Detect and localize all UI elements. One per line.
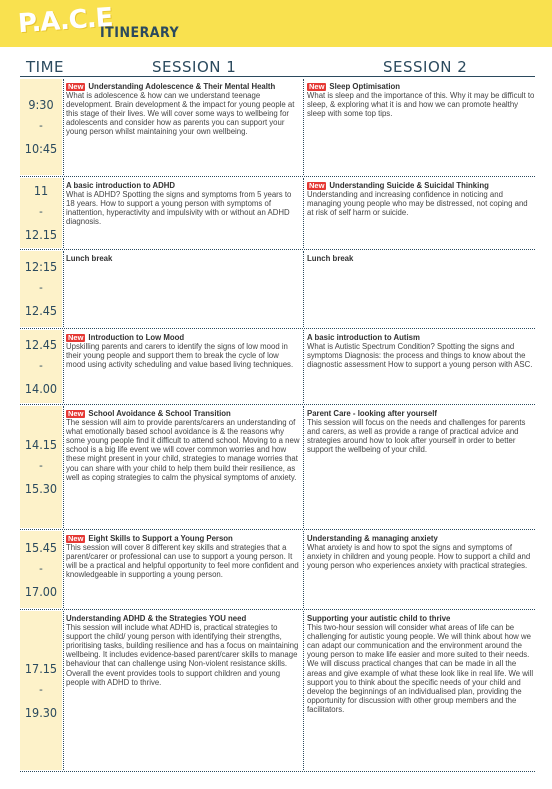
session-title-text: Introduction to Low Mood xyxy=(88,333,185,342)
start-time: 9:30 xyxy=(28,97,54,112)
time-separator: - xyxy=(39,282,43,294)
column-divider xyxy=(63,79,64,175)
column-divider xyxy=(303,79,304,175)
session-1-cell xyxy=(66,614,300,687)
header-rule xyxy=(20,76,535,77)
session-title-text: A basic introduction to ADHD xyxy=(66,181,176,190)
new-badge: New xyxy=(309,82,325,91)
row-divider xyxy=(20,176,535,177)
row-divider xyxy=(20,404,535,405)
column-divider xyxy=(303,406,304,528)
column-divider xyxy=(63,406,64,528)
time-separator: - xyxy=(39,562,43,575)
session-description: Understanding and increasing confidence in noticing and managing young people who may be distressed, not coping and at risk of self harm or suicide. xyxy=(307,190,528,218)
session-title xyxy=(307,181,535,190)
start-time: 12:15 xyxy=(24,259,58,274)
session-title-text: Understanding ADHD & the Strategies YOU need xyxy=(66,614,247,623)
session-description: The session will aim to provide parents/carers an understanding of what emotionally based school avoidance is & the reasons why some young people find it difficult to attend school. Moving to a new school is a big life event we will cover common worries and how these might present in your child, strategies to manage worries that you can share with your child to help them build their resilience, as well as coping strategies to calm the physical symptoms of anxiety. xyxy=(66,418,300,482)
session-description: Upskilling parents and carers to identify the signs of low mood in their young people and support them to break the cycle of low mood using activity scheduling and value based living techniques. xyxy=(66,342,294,370)
session-1-cell xyxy=(66,181,300,226)
column-divider xyxy=(63,330,64,403)
session-1-cell xyxy=(66,82,300,137)
session-1-cell xyxy=(66,254,300,263)
header-banner xyxy=(0,0,552,47)
session-title-text: Understanding Suicide & Suicidal Thinking xyxy=(329,181,489,190)
session-title-text: A basic introduction to Autism xyxy=(307,333,420,342)
end-time: 10:45 xyxy=(24,141,58,156)
session-title xyxy=(66,82,300,91)
session-title xyxy=(66,409,300,418)
session-title-text: Eight Skills to Support a Young Person xyxy=(88,534,233,543)
new-badge: New xyxy=(309,181,325,190)
end-time: 15.30 xyxy=(24,481,58,496)
session-title xyxy=(66,254,300,263)
session-description: What anxiety is and how to spot the signs and symptoms of anxiety in children and young people. How to support a child and young person who experiences anxiety with practical strategies. xyxy=(307,543,531,571)
start-time: 17.15 xyxy=(24,660,58,676)
session-title-text: Sleep Optimisation xyxy=(329,82,401,91)
row-divider xyxy=(20,771,535,772)
page-title: ITINERARY xyxy=(100,25,180,41)
session-title xyxy=(307,82,535,91)
end-time: 19.30 xyxy=(24,704,58,720)
session-2-cell xyxy=(307,82,535,118)
new-badge: New xyxy=(68,534,84,543)
session-2-cell xyxy=(307,333,535,369)
session-title-text: School Avoidance & School Transition xyxy=(88,409,231,418)
time-separator: - xyxy=(39,206,43,218)
row-divider xyxy=(20,529,535,530)
column-divider xyxy=(63,251,64,327)
column-divider xyxy=(63,611,64,770)
session-title xyxy=(307,614,535,623)
session-description: This session will include what ADHD is, practical strategies to support the child/ young person with identifying their strengths, prioritising tasks, building resilience and has a focus on maintaining wellbeing. It includes evidence-based parent/carer skills to manage behaviour that can challenge using Non-violent resistance skills. Overall the event provides tools to support children and young people with ADHD to thrive. xyxy=(66,623,299,687)
session-title-text: Understanding Adolescence & Their Mental Health xyxy=(88,82,276,91)
session-2-cell xyxy=(307,254,535,263)
session-title-text: Supporting your autistic child to thrive xyxy=(307,614,451,623)
end-time: 14.00 xyxy=(24,380,58,396)
end-time: 12.45 xyxy=(24,303,58,318)
time-separator: - xyxy=(39,359,43,372)
new-badge: New xyxy=(68,82,84,91)
session-title xyxy=(307,534,535,543)
column-divider xyxy=(63,531,64,608)
session-description: This two-hour session will consider what areas of life can be challenging for autistic young people. We will think about how we can adapt our communication and the environment around the young person to make life easier and more suited to their needs. We will discuss practical changes that can be made in all the areas and give example of what these look like in real life. We will support you to think about the specific needs of your child and develop the beginnings of an individualised plan, providing the opportunity for discussion with other group members and the facilitators. xyxy=(307,623,534,714)
session-1-cell xyxy=(66,534,300,579)
row-divider xyxy=(20,249,535,250)
session-description: This session will focus on the needs and challenges for parents and carers, as well as provide a range of practical advice and strategies around how to look after yourself in order to better support the wellbeing of your child. xyxy=(307,418,526,455)
pace-logo: P.A.C.E xyxy=(17,2,114,40)
session-1-cell xyxy=(66,409,300,482)
start-time: 12.45 xyxy=(24,336,58,352)
time-separator: - xyxy=(39,460,43,472)
column-header-session-1: SESSION 1 xyxy=(152,58,237,76)
start-time: 11 xyxy=(33,183,49,198)
column-divider xyxy=(303,330,304,403)
session-2-cell xyxy=(307,534,535,570)
session-description: What is Autistic Spectrum Condition? Spotting the signs and symptoms Diagnosis: the process and things to know about the diagnostic assessment How to support a young person with ASC. xyxy=(307,342,533,370)
session-title xyxy=(66,181,300,190)
column-header-time: TIME xyxy=(26,58,65,76)
new-badge: New xyxy=(68,409,84,418)
session-title-text: Parent Care - looking after yourself xyxy=(307,409,437,418)
session-title-text: Understanding & managing anxiety xyxy=(307,534,438,543)
session-title xyxy=(307,254,535,263)
column-divider xyxy=(303,611,304,770)
session-description: What is adolescence & how can we understand teenage development. Brain development & the impact for young people at this stage of their lives. We will cover some ways to wellbeing for adolescents and consider how as parents you can support your young person whilst maintaining your own wellbeing. xyxy=(66,91,295,137)
session-title xyxy=(307,409,535,418)
end-time: 12.15 xyxy=(24,227,58,242)
column-header-session-2: SESSION 2 xyxy=(383,58,468,76)
session-description: What is sleep and the importance of this. Why it may be difficult to sleep, & exploring what it is and how we can promote healthy sleep with some top tips. xyxy=(307,91,535,119)
session-description: What is ADHD? Spotting the signs and symptoms from 5 years to 18 years. How to support a young person with symptoms of inattention, hyperactivity and impulsivity with or without an ADHD diagnosis. xyxy=(66,190,292,227)
column-divider xyxy=(63,178,64,248)
column-divider xyxy=(303,531,304,608)
session-title-text: Lunch break xyxy=(307,254,354,263)
session-2-cell xyxy=(307,614,535,714)
session-title xyxy=(66,614,300,623)
time-separator: - xyxy=(39,683,43,696)
end-time: 17.00 xyxy=(24,583,58,599)
start-time: 15.45 xyxy=(24,539,58,555)
session-2-cell xyxy=(307,409,535,454)
column-divider xyxy=(303,178,304,248)
start-time: 14.15 xyxy=(24,437,58,452)
session-title xyxy=(307,333,535,342)
session-description: This session will cover 8 different key skills and strategies that a parent/carer or professional can use to support a young person. It will be a practical and helpful opportunity to feel more confident and knowledgeable in supporting a young person. xyxy=(66,543,299,580)
session-2-cell xyxy=(307,181,535,217)
session-title-text: Lunch break xyxy=(66,254,113,263)
column-divider xyxy=(303,251,304,327)
row-divider xyxy=(20,609,535,610)
session-1-cell xyxy=(66,333,300,369)
session-title xyxy=(66,333,300,342)
row-divider xyxy=(20,328,535,329)
session-title xyxy=(66,534,300,543)
new-badge: New xyxy=(68,333,84,342)
time-separator: - xyxy=(39,120,43,132)
